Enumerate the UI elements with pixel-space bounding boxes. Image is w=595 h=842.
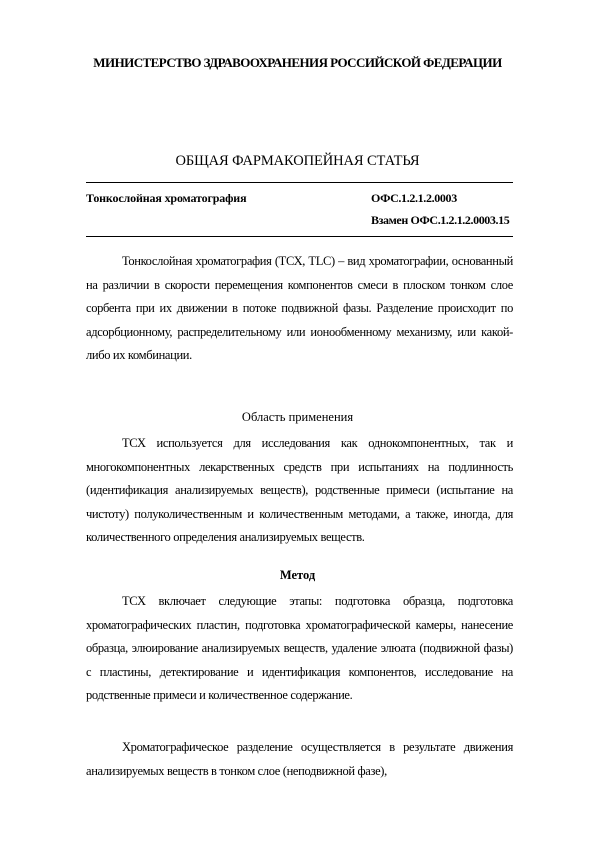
bottom-divider	[86, 236, 513, 237]
method-paragraph: ТСХ включает следующие этапы: подготовка образца, подготовка хроматографических пластин, подготовка хроматографической камеры, нанесение образца, элюирование анализируемых веществ, удаление элюата (подвижной фазы) с пластины, детектирование и идентификация компонентов, исследование на родственные примеси и количественное содержание.	[86, 594, 513, 702]
monograph-replaces: Взамен ОФС.1.2.1.2.0003.15	[371, 213, 510, 227]
method-heading: Метод	[279, 568, 316, 582]
monograph-title: Тонкослойная хроматография	[86, 191, 247, 205]
scope-paragraph: ТСХ используется для исследования как однокомпонентных, так и многокомпонентных лекарственных средств при испытаниях на подлинность (идентификация анализируемых веществ), родственные примеси (испытание на чистоту) полуколичественным и количественным методами, а также, иногда, для количественного определения анализируемых веществ.	[86, 436, 513, 544]
separation-paragraph: Хроматографическое разделение осуществляется в результате движения анализируемых веществ в тонком слое (неподвижной фазе),	[86, 740, 513, 778]
ministry-header: МИНИСТЕРСТВО ЗДРАВООХРАНЕНИЯ РОССИЙСКОЙ ФЕДЕРАЦИИ	[93, 55, 502, 70]
top-divider	[86, 182, 513, 183]
monograph-code: ОФС.1.2.1.2.0003	[371, 191, 457, 205]
intro-paragraph: Тонкослойная хроматография (ТСХ, TLC) – вид хроматографии, основанный на различии в скорости перемещения компонентов смеси в плоском тонком слое сорбента при их движении в потоке подвижной фазы. Разделение происходит по адсорбционному, распределительному или ионообменному механизму, или какой-либо их комбинации.	[86, 254, 513, 362]
article-type-title: ОБЩАЯ ФАРМАКОПЕЙНАЯ СТАТЬЯ	[175, 153, 420, 169]
scope-heading: Область применения	[241, 410, 354, 424]
